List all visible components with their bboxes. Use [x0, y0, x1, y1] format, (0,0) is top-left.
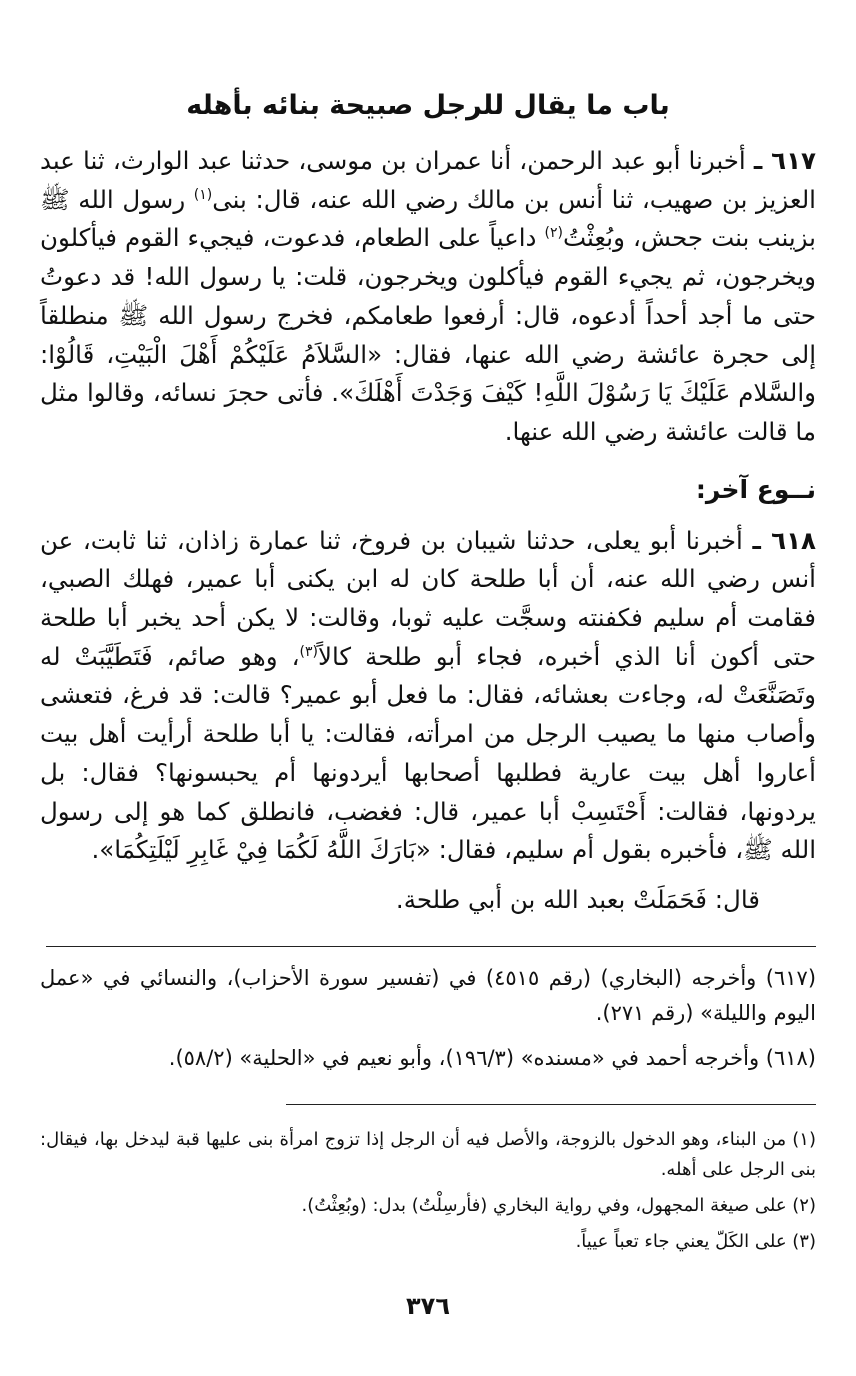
takhrij-section — [40, 961, 816, 1076]
hadith-number: ٦١٧ ـ — [753, 146, 816, 175]
footnotes-section — [40, 1125, 816, 1257]
section-subheading: نــوع آخر: — [695, 474, 816, 504]
hadith-618 — [40, 522, 816, 870]
hadith-text: أخبرنا أبو عبد الرحمن، أنا عمران بن موسى، حدثنا عبد الوارث، ثنا عبد العزيز بن صهيب، ثنا أنس بن مالك رضي الله عنه، قال: بنى — [40, 146, 816, 214]
footnote: (٢) على صيغة المجهول، وفي رواية البخاري (فأرسِلْتُ) بدل: (وبُعِثْتُ). — [301, 1194, 816, 1216]
footnote-ref[interactable]: (١) — [193, 186, 213, 203]
hadith-text: ، وهو صائم، فَتَطَيَّبَتْ له وتَصَنَّعَتْ له، وجاءت بعشائه، فقال: ما فعل أبو عمير؟ قالت: قد فرغ، فتعشى وأصاب منها ما يصيب الرجل من امرأته، فقالت: يا أبا طلحة أرأيت أهل بيت أعاروا أهل بيت عارية فطلبها أصحابها أيردونها أم يحبسونها؟ فقال: بل يردونها، فقالت: أَحْتَسِبْ أبا عمير، قال: فغضب، فانطلق كما هو إلى رسول الله ﷺ، فأخبره بقول أم سليم، فقال: «بَارَكَ اللَّهُ لَكُمَا فِيْ غَابِرِ لَيْلَتِكُمَا». — [40, 641, 816, 865]
hadith-text: رسول الله ﷺ بزينب بنت جحش، وبُعِثْتُ — [40, 184, 816, 253]
footnotes-divider — [286, 1104, 816, 1105]
hadith-number: ٦١٨ ـ — [752, 525, 817, 555]
hadith-617 — [40, 142, 816, 452]
footnote-ref[interactable]: (٢) — [544, 225, 563, 242]
footnote: (١) من البناء، وهو الدخول بالزوجة، والأصل فيه أن الرجل إذا تزوج امرأة بنى عليها قبة ليدخل بها، فيقال: بنى الرجل على أهله. — [40, 1128, 816, 1180]
footnote-ref[interactable]: (٣) — [299, 643, 318, 660]
page-number: ٣٧٦ — [406, 1292, 450, 1320]
takhrij-divider — [46, 946, 816, 947]
hadith-text: أخبرنا أبو يعلى، حدثنا شيبان بن فروخ، ثنا عمارة زاذان، ثنا ثابت، عن أنس رضي الله عنه، أن أبا طلحة كان له ابن يكنى أبا عمير، فهلك الصبي، فقامت أم سليم فكفنته وسجَّت عليه ثوبا، وقالت: لا يكن أحد يخبر أبا طلحة حتى أكون أنا الذي أخبره، فجاء أبو طلحة كالاً — [40, 525, 817, 671]
footnote: (٣) على الكَلّ يعني جاء تعباً عيياً. — [575, 1230, 816, 1252]
takhrij-note: (٦١٧) وأخرجه (البخاري) (رقم ٤٥١٥) في (تفسير سورة الأحزاب)، والنسائي في «عمل اليوم والليلة» (رقم ٢٧١). — [40, 965, 817, 1025]
chapter-title: باب ما يقال للرجل صبيحة بنائه بأهله — [186, 90, 670, 121]
hadith-conclusion: قال: فَحَمَلَتْ بعبد الله بن أبي طلحة. — [395, 884, 760, 914]
takhrij-note: (٦١٨) وأخرجه أحمد في «مسنده» (١٩٦/٣)، وأبو نعيم في «الحلية» (٥٨/٢). — [168, 1045, 816, 1070]
hadith-text: داعياً على الطعام، فدعوت، فيجيء القوم فيأكلون ويخرجون، ثم يجيء القوم فيأكلون ويخرجون، قلت: يا رسول الله! قد دعوتُ حتى ما أجد أحداً أدعوه، قال: أرفعوا طعامكم، فخرج رسول الله ﷺ منطلقاً إلى حجرة عائشة رضي الله عنها، فقال: «السَّلاَمُ عَلَيْكُمْ أَهْلَ الْبَيْتِ، قَالُوْا: والسَّلام عَلَيْكَ يَا رَسُوْلَ اللَّهِ! كَيْفَ وَجَدْتَ أَهْلَكَ». فأتى حجرَ نسائه، وقالوا مثل ما قالت عائشة رضي الله عنها. — [40, 223, 816, 446]
